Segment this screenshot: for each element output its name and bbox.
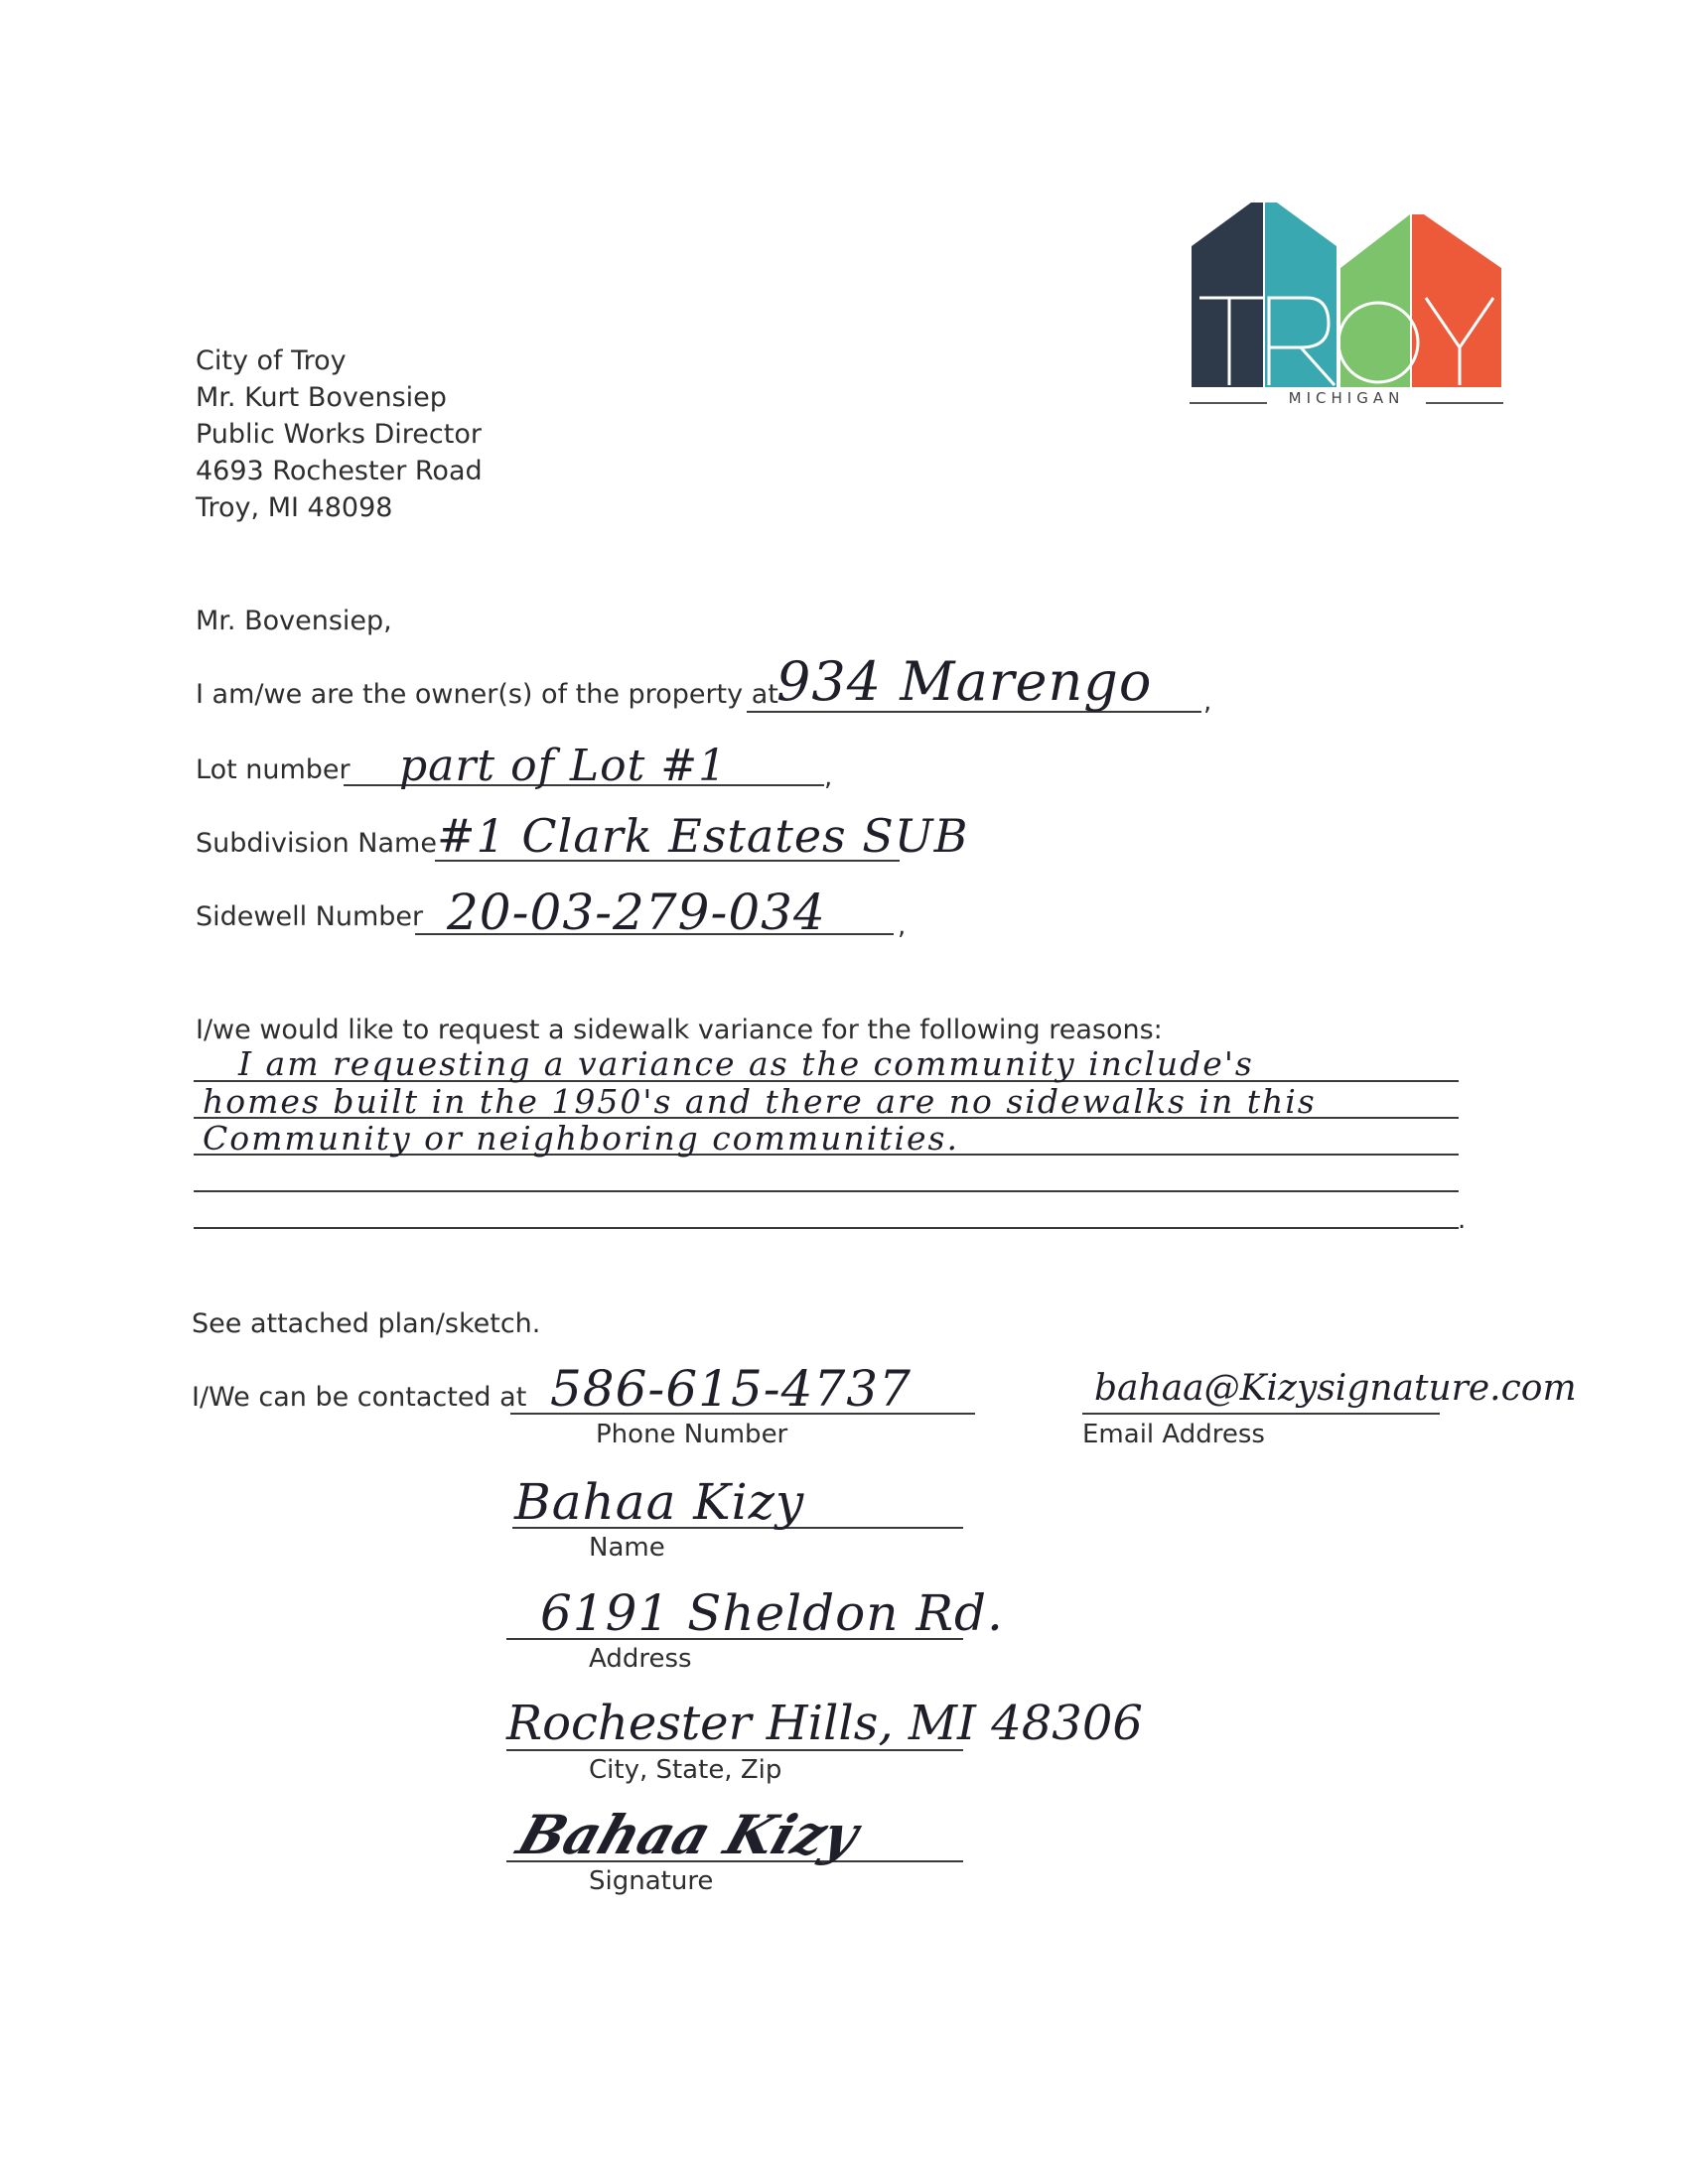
- period: .: [1458, 1205, 1467, 1235]
- email-caption: Email Address: [1082, 1420, 1265, 1449]
- email-field-line: [1082, 1413, 1440, 1415]
- reason-line: [194, 1190, 1459, 1192]
- troy-logo: [1190, 199, 1503, 417]
- signer-address-value[interactable]: 6191 Sheldon Rd.: [540, 1584, 1004, 1642]
- owner-label: I am/we are the owner(s) of the property at: [196, 679, 778, 710]
- lot-number-value[interactable]: part of Lot #1: [399, 741, 728, 791]
- phone-caption: Phone Number: [596, 1420, 788, 1449]
- recipient-address: [196, 342, 483, 526]
- lot-label: Lot number: [196, 754, 351, 785]
- recipient-line: Troy, MI 48098: [196, 492, 393, 523]
- name-value[interactable]: Bahaa Kizy: [514, 1473, 805, 1531]
- comma: ,: [1203, 687, 1212, 717]
- phone-value[interactable]: 586-615-4737: [550, 1360, 912, 1418]
- city-value[interactable]: Rochester Hills, MI 48306: [506, 1696, 1143, 1751]
- subdivision-label: Subdivision Name: [196, 828, 437, 859]
- address-caption: Address: [589, 1644, 692, 1674]
- recipient-line: City of Troy: [196, 345, 347, 376]
- reason-line: [194, 1227, 1459, 1229]
- reason-text-line[interactable]: Community or neighboring communities.: [203, 1119, 959, 1158]
- comma: ,: [898, 911, 907, 941]
- reason-text-line[interactable]: homes built in the 1950's and there are no sidewalks in this: [203, 1082, 1317, 1121]
- name-caption: Name: [589, 1533, 665, 1563]
- signature-value[interactable]: Bahaa Kizy: [509, 1803, 867, 1866]
- sidwell-label: Sidewell Number: [196, 901, 424, 932]
- comma: ,: [824, 762, 833, 792]
- attached-note: See attached plan/sketch.: [192, 1308, 541, 1339]
- contact-label: I/We can be contacted at: [192, 1382, 527, 1413]
- city-caption: City, State, Zip: [589, 1755, 782, 1785]
- reason-text-line[interactable]: I am requesting a variance as the community include's: [238, 1044, 1254, 1083]
- recipient-line: Mr. Kurt Bovensiep: [196, 382, 447, 413]
- sidwell-value[interactable]: 20-03-279-034: [447, 884, 826, 941]
- recipient-line: 4693 Rochester Road: [196, 456, 483, 486]
- signature-caption: Signature: [589, 1866, 714, 1896]
- email-value[interactable]: bahaa@Kizysignature.com: [1094, 1368, 1577, 1409]
- subdivision-value[interactable]: #1 Clark Estates SUB: [437, 809, 969, 863]
- recipient-line: Public Works Director: [196, 419, 482, 450]
- property-address-value[interactable]: 934 Marengo: [776, 650, 1153, 713]
- variance-prompt: I/we would like to request a sidewalk variance for the following reasons:: [196, 1015, 1163, 1045]
- troy-logo-mark: [1190, 199, 1503, 417]
- salutation: Mr. Bovensiep,: [196, 606, 392, 636]
- logo-subtitle: MICHIGAN: [1267, 389, 1426, 407]
